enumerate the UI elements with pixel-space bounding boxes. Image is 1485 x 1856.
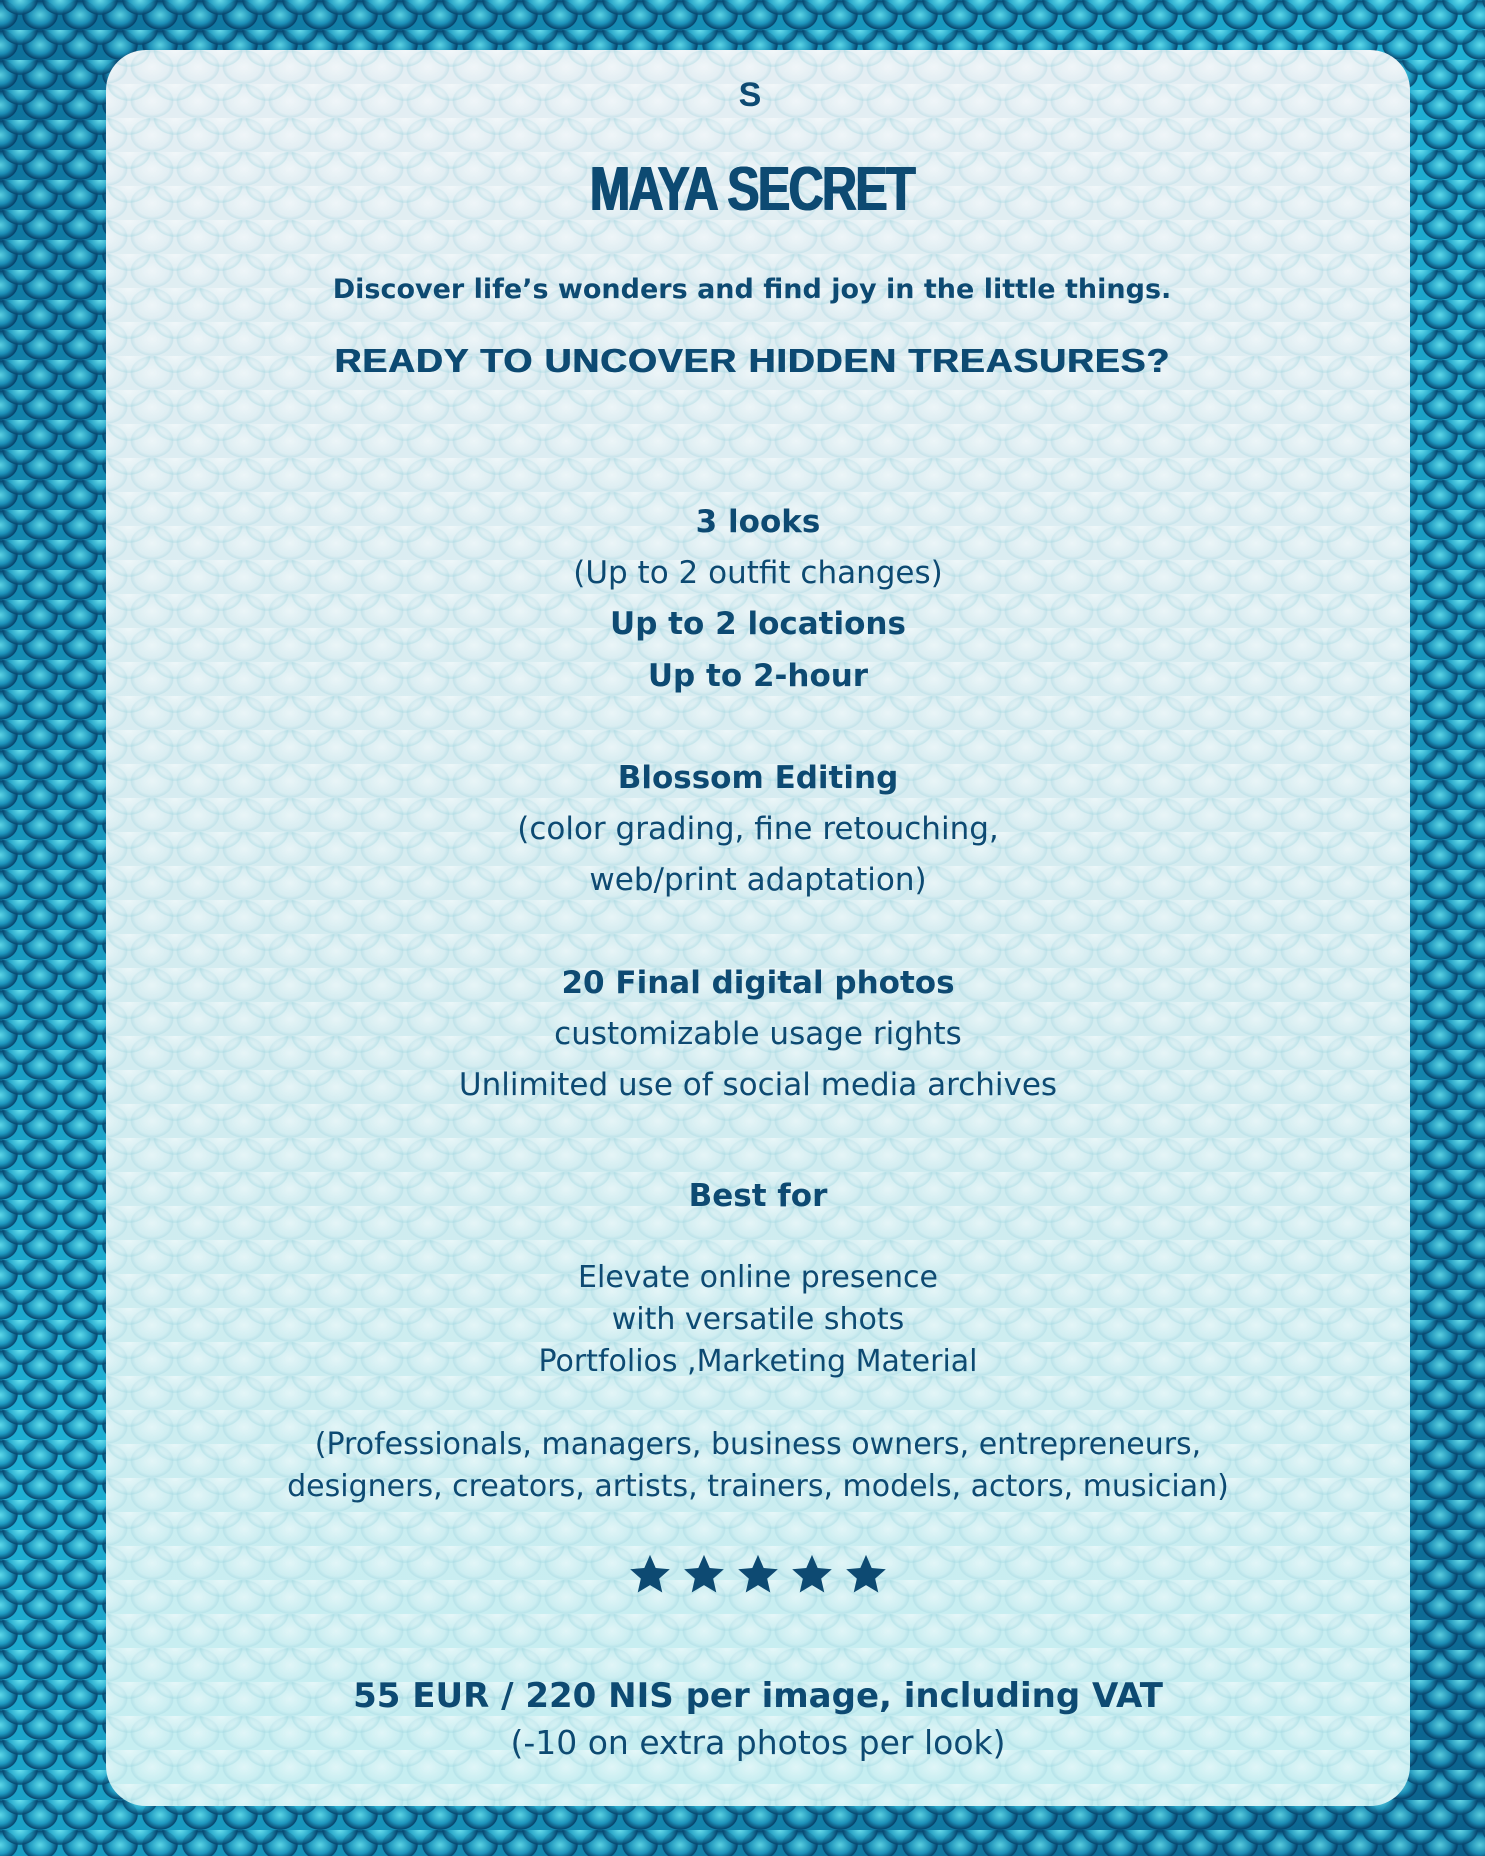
usage-rights: customizable usage rights bbox=[554, 1016, 962, 1052]
editing-details-line1: (color grading, fine retouching, bbox=[517, 811, 999, 847]
star-icon bbox=[790, 1552, 834, 1596]
brand-title: MAYA SECRET bbox=[589, 155, 915, 224]
locations: Up to 2 locations bbox=[610, 606, 906, 642]
price-card bbox=[106, 50, 1410, 1806]
best-for-title: Best for bbox=[688, 1178, 828, 1214]
price: 55 EUR / 220 NIS per image, including VAT bbox=[353, 1676, 1163, 1716]
star-icon bbox=[628, 1552, 672, 1596]
star-icon bbox=[844, 1552, 888, 1596]
editing-details-line2: web/print adaptation) bbox=[589, 862, 927, 898]
looks-count: 3 looks bbox=[695, 504, 821, 540]
star-rating bbox=[106, 1552, 1410, 1606]
star-icon bbox=[736, 1552, 780, 1596]
editing-title: Blossom Editing bbox=[617, 760, 899, 796]
tagline: Discover life’s wonders and find joy in the little things. bbox=[332, 274, 1172, 305]
extra-photos-note: (-10 on extra photos per look) bbox=[510, 1723, 1006, 1762]
best-for-line2: with versatile shots bbox=[611, 1302, 905, 1337]
photos-title: 20 Final digital photos bbox=[561, 965, 955, 1001]
headline: READY TO UNCOVER HIDDEN TREASURES? bbox=[334, 342, 1170, 379]
audience-line1: (Professionals, managers, business owners, entrepreneurs, bbox=[314, 1427, 1202, 1462]
social-archives: Unlimited use of social media archives bbox=[458, 1067, 1058, 1103]
outfit-changes: (Up to 2 outfit changes) bbox=[573, 555, 943, 591]
star-icon bbox=[682, 1552, 726, 1596]
best-for-line3: Portfolios ,Marketing Material bbox=[538, 1344, 978, 1379]
duration: Up to 2-hour bbox=[647, 658, 869, 694]
logo-mark: S bbox=[738, 76, 762, 114]
best-for-line1: Elevate online presence bbox=[578, 1260, 938, 1295]
audience-line2: designers, creators, artists, trainers, models, actors, musician) bbox=[287, 1469, 1229, 1504]
